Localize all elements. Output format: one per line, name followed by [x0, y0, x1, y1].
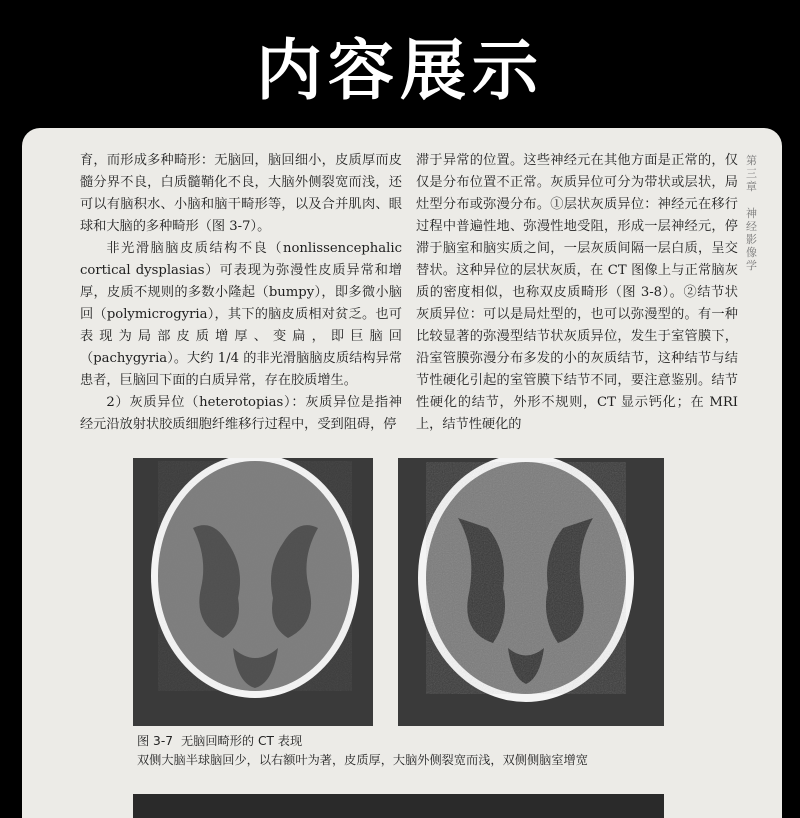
figure-number: 图 3-7: [137, 734, 173, 748]
left-paragraph-1: 育，而形成多种畸形：无脑回，脑回细小，皮质厚而皮髓分界不良，白质髓鞘化不良，大脑外侧裂宽而浅，还可以有脑积水、小脑和脑干畸形等，以及合并肌肉、眼球和大脑的多种畸形（图 3-7）。: [80, 153, 402, 234]
banner: [0, 0, 800, 128]
left-text-column: [80, 150, 402, 436]
book-page: [22, 128, 782, 818]
sidebar-chapter: 第三章: [746, 154, 757, 193]
figure-description: 双侧大脑半球脑回少，以右额叶为著，皮质厚，大脑外侧裂宽而浅，双侧侧脑室增宽: [137, 753, 588, 767]
banner-title: 内容展示: [256, 31, 544, 109]
right-paragraph-1: 滞于异常的位置。这些神经元在其他方面是正常的，仅仅是分布位置不正常。灰质异位可分为带状或层状，局灶型分布或弥漫分布。①层状灰质异位：神经元在移行过程中普遍性地、弥漫性地受阻，形成一层神经元，停滞于脑室和脑实质之间，一层灰质间隔一层白质，呈交替状。这种异位的层状灰质，在 CT 图像上与正常脑灰质的密度相似，也称双皮质畸形（图 3-8）。②结节状灰质异位：可以是局灶型的，也可以弥漫型的。有一种比较显著的弥漫型结节状灰质异位，发生于室管膜下，沿室管膜弥漫分布多发的小的灰质结节，这种结节与结节性硬化引起的室管膜下结节不同，要注意鉴别。结节性硬化的结节，外形不规则，CT 显示钙化；在 MRI 上，结节性硬化的: [416, 153, 738, 432]
left-paragraph-2: 非光滑脑脑皮质结构不良（nonlissencephalic cortical dysplasias）可表现为弥漫性皮质异常和增厚，皮质不规则的多数小隆起（bumpy），即多微小脑回（polymicrogyria），其下的脑皮质相对贫乏。也可表现为局部皮质增厚、变扁，即巨脑回（pachygyria）。大约 1/4 的非光滑脑脑皮质结构异常患者，巨脑回下面的白质异常，存在胶质增生。: [80, 241, 402, 388]
ct-scan-image-right: [398, 458, 664, 726]
next-figure-edge: [133, 794, 664, 818]
ct-scan-left-graphic: [133, 458, 373, 726]
right-text-column: [416, 150, 738, 436]
ct-scan-right-graphic: [398, 458, 664, 726]
figure-title: 无脑回畸形的 CT 表现: [180, 734, 303, 748]
ct-scan-image-left: [133, 458, 373, 726]
left-paragraph-3: 2）灰质异位（heterotopias）：灰质异位是指神经元沿放射状胶质细胞纤维移行过程中，受到阻碍，停: [80, 395, 402, 432]
chapter-sidebar: [746, 154, 762, 272]
sidebar-title: 神经影像学: [746, 207, 757, 272]
figure-caption: [137, 732, 697, 770]
